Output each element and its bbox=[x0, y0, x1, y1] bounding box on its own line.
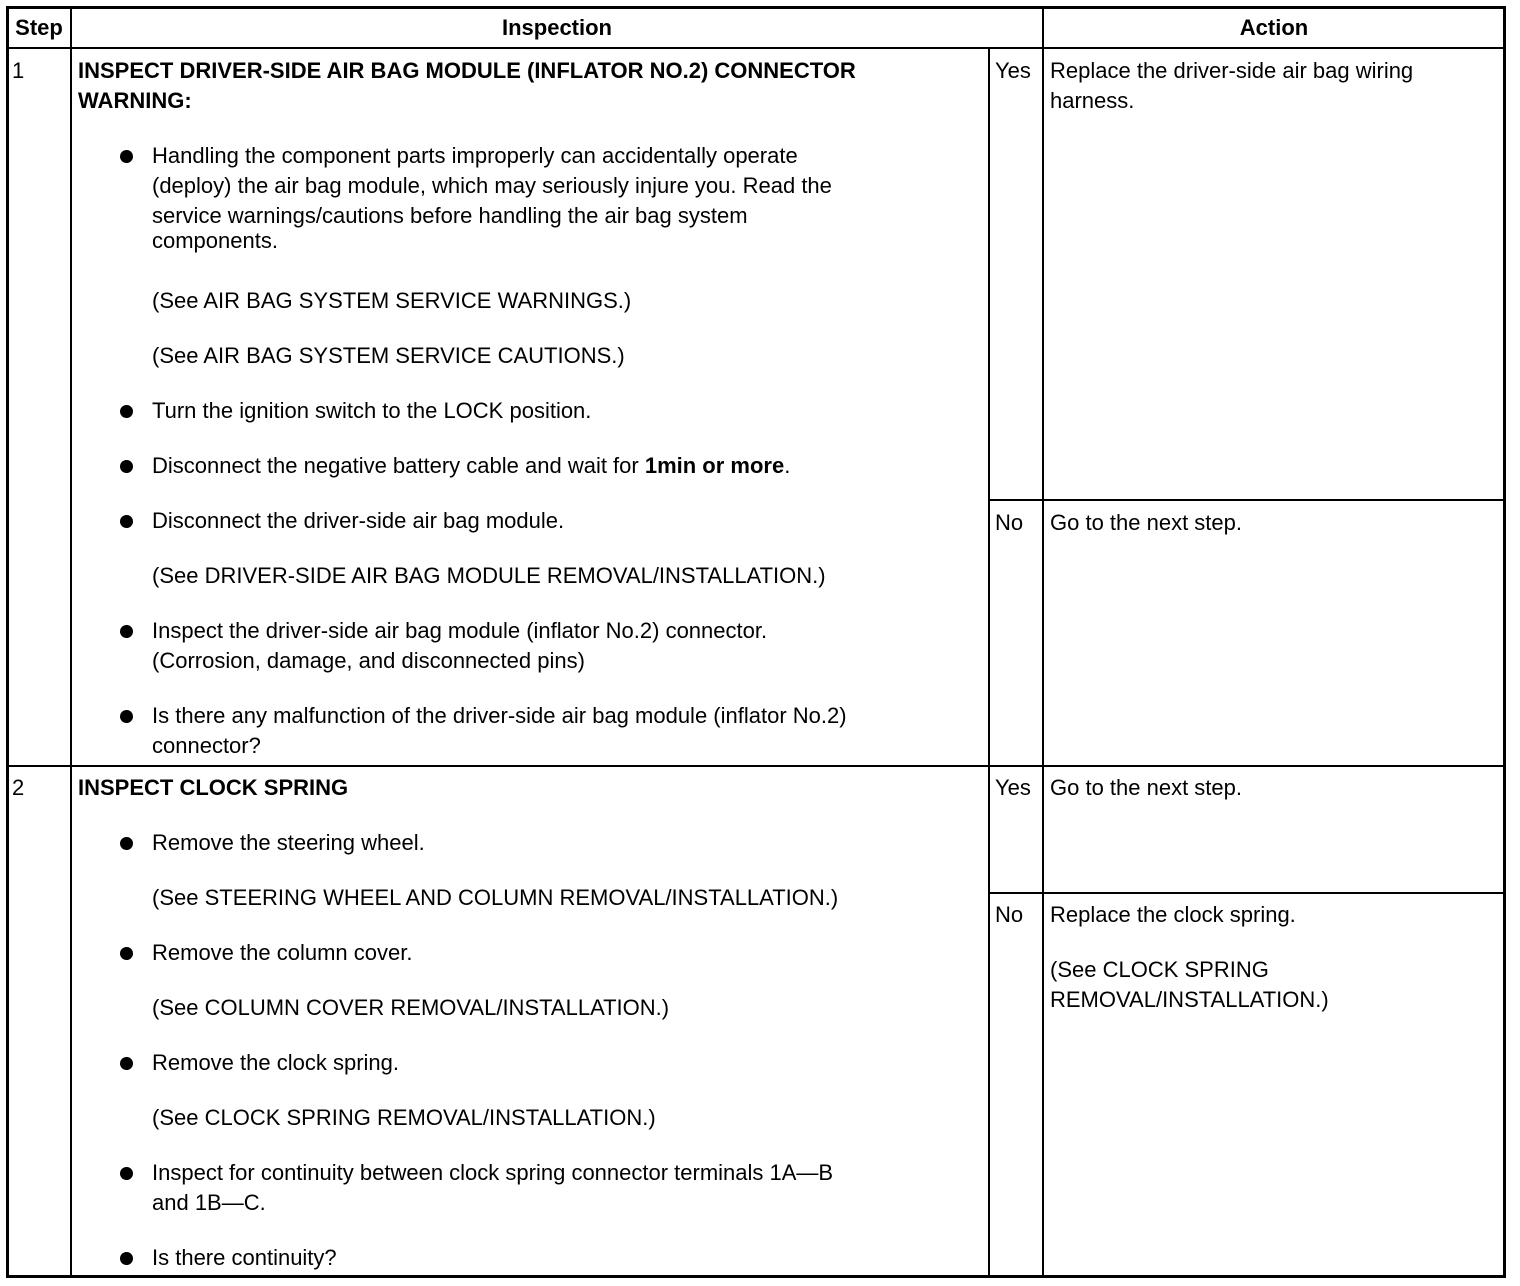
list-item-line: and 1B—C. bbox=[152, 1190, 266, 1215]
reference-text: (See DRIVER-SIDE AIR BAG MODULE REMOVAL/INSTALLATION.) bbox=[152, 563, 826, 588]
warning-label: WARNING: bbox=[78, 88, 192, 113]
no-action-reference bbox=[1050, 955, 1329, 1015]
emphasis-text: 1min or more bbox=[644, 453, 785, 478]
bullet-icon bbox=[120, 837, 133, 850]
list-item-line: (Corrosion, damage, and disconnected pins) bbox=[152, 648, 585, 673]
header-action: Action bbox=[1239, 15, 1309, 40]
col-divider-inspection bbox=[988, 48, 990, 1276]
action-line: REMOVAL/INSTALLATION.) bbox=[1050, 987, 1329, 1012]
list-item: Turn the ignition switch to the LOCK position. bbox=[152, 398, 592, 423]
list-item: Remove the steering wheel. bbox=[152, 830, 425, 855]
bullet-icon bbox=[120, 460, 133, 473]
step-title: INSPECT DRIVER-SIDE AIR BAG MODULE (INFLATOR NO.2) CONNECTOR bbox=[78, 58, 856, 83]
list-item-line: Inspect for continuity between clock spring connector terminals 1A—B bbox=[152, 1160, 834, 1185]
step2-yes-no-divider bbox=[988, 892, 1504, 894]
list-item-text: Disconnect the negative battery cable and wait for bbox=[152, 453, 645, 478]
action-line: harness. bbox=[1050, 88, 1135, 113]
list-item-line: Is there any malfunction of the driver-side air bag module (inflator No.2) bbox=[152, 703, 847, 728]
no-label: No bbox=[995, 510, 1024, 535]
list-item: Is there continuity? bbox=[152, 1245, 337, 1270]
reference-text: (See AIR BAG SYSTEM SERVICE CAUTIONS.) bbox=[152, 343, 625, 368]
list-item bbox=[152, 616, 767, 676]
reference-text: (See CLOCK SPRING REMOVAL/INSTALLATION.) bbox=[152, 1105, 656, 1130]
list-item-line: (deploy) the air bag module, which may seriously injure you. Read the bbox=[152, 173, 832, 198]
yes-action: Go to the next step. bbox=[1050, 775, 1243, 800]
bullet-icon bbox=[120, 1252, 133, 1265]
list-item bbox=[152, 451, 790, 481]
col-divider-action bbox=[1042, 8, 1044, 1276]
list-item: Remove the clock spring. bbox=[152, 1050, 399, 1075]
no-action: Go to the next step. bbox=[1050, 510, 1243, 535]
list-item bbox=[152, 1158, 833, 1218]
no-action: Replace the clock spring. bbox=[1050, 902, 1296, 927]
list-item-line: Handling the component parts improperly can accidentally operate bbox=[152, 143, 798, 168]
list-item: Remove the column cover. bbox=[152, 940, 413, 965]
bullet-icon bbox=[120, 1057, 133, 1070]
step-number: 1 bbox=[12, 58, 25, 83]
list-item bbox=[152, 141, 832, 256]
list-item: Disconnect the driver-side air bag module. bbox=[152, 508, 565, 533]
list-item bbox=[152, 701, 847, 761]
yes-action bbox=[1050, 56, 1413, 116]
bullet-icon bbox=[120, 947, 133, 960]
bullet-icon bbox=[120, 515, 133, 528]
list-item-line: connector? bbox=[152, 733, 261, 758]
list-item-text: . bbox=[784, 453, 791, 478]
reference-text: (See STEERING WHEEL AND COLUMN REMOVAL/INSTALLATION.) bbox=[152, 885, 839, 910]
header-divider bbox=[8, 47, 1504, 49]
step-title: INSPECT CLOCK SPRING bbox=[78, 775, 349, 800]
bullet-icon bbox=[120, 1167, 133, 1180]
list-item-line: Inspect the driver-side air bag module (inflator No.2) connector. bbox=[152, 618, 768, 643]
reference-text: (See COLUMN COVER REMOVAL/INSTALLATION.) bbox=[152, 995, 670, 1020]
action-line: (See CLOCK SPRING bbox=[1050, 957, 1269, 982]
list-item-line: service warnings/cautions before handling the air bag system bbox=[152, 203, 748, 228]
yes-label: Yes bbox=[995, 58, 1031, 83]
action-line: Replace the driver-side air bag wiring bbox=[1050, 58, 1414, 83]
list-item-line: components. bbox=[152, 228, 278, 253]
bullet-icon bbox=[120, 625, 133, 638]
no-label: No bbox=[995, 902, 1024, 927]
yes-label: Yes bbox=[995, 775, 1031, 800]
step1-yes-no-divider bbox=[988, 499, 1504, 501]
reference-text: (See AIR BAG SYSTEM SERVICE WARNINGS.) bbox=[152, 288, 632, 313]
bullet-icon bbox=[120, 710, 133, 723]
col-divider-step bbox=[70, 8, 72, 1276]
header-inspection: Inspection bbox=[501, 15, 612, 40]
bullet-icon bbox=[120, 150, 133, 163]
bullet-icon bbox=[120, 405, 133, 418]
step-number: 2 bbox=[12, 775, 25, 800]
row-divider bbox=[8, 765, 1504, 767]
header-step: Step bbox=[15, 15, 63, 40]
